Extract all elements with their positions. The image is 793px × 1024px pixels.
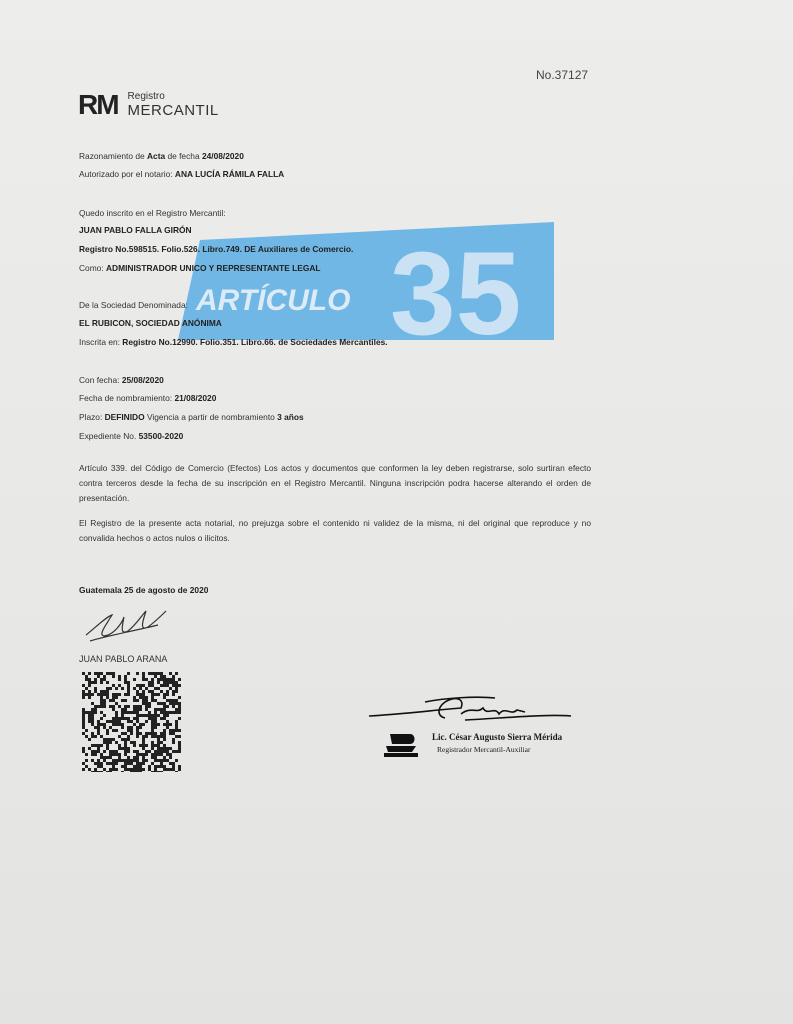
registrar-title: Registrador Mercantil-Auxiliar — [437, 745, 531, 754]
articulo-35-watermark — [178, 222, 554, 342]
registro-mercantil-logo — [78, 90, 219, 120]
con-fecha-label: Con fecha: — [79, 375, 122, 385]
expediente-line — [79, 431, 183, 441]
signature-right — [365, 692, 575, 732]
watermark-number: 35 — [390, 228, 522, 342]
document-number: No.37127 — [536, 68, 589, 82]
inscrito-name — [79, 225, 192, 235]
como-label: Como: — [79, 263, 106, 273]
signer-left-name: JUAN PABLO ARANA — [79, 654, 168, 664]
con-fecha-value: 25/08/2020 — [121, 375, 164, 385]
inscrito-registro-text: Registro No.598515. Folio.526. Libro.749. DE Auxiliares de Comercio. — [79, 244, 354, 254]
sociedad-name-text: EL RUBICON, SOCIEDAD ANÓNIMA — [79, 318, 222, 328]
expediente-value: 53500-2020 — [138, 431, 184, 441]
nombramiento-value: 21/08/2020 — [174, 393, 217, 403]
plazo-line — [79, 412, 304, 422]
autorizado-label: Autorizado por el notario: — [79, 169, 175, 179]
razonamiento-line — [79, 151, 244, 161]
razonamiento-fecha-label: de fecha — [165, 151, 202, 161]
sociedad-name — [79, 318, 222, 328]
inscrito-label: Quedo inscrito en el Registro Mercantil: — [79, 208, 226, 218]
registrar-name: Lic. César Augusto Sierra Mérida — [432, 732, 563, 742]
signature-left — [84, 605, 174, 645]
inscrita-value: Registro No.12990. Folio.351. Libro.66. de Sociedades Mercantiles. — [122, 337, 388, 347]
con-fecha-line — [79, 375, 164, 385]
watermark-word: ARTÍCULO — [196, 284, 351, 317]
articulo-paragraph: Artículo 339. del Código de Comercio (Efectos) Los actos y documentos que conformen la ley deben registrarse, solo surtiran efecto contra terceros desde la fecha de su inscripción en el Registro Mercantil. Ninguna inscripción podra hacerse alterando el orden de presentación. — [79, 463, 591, 503]
inscrita-line — [79, 337, 388, 347]
logo-big-text: MERCANTIL — [127, 102, 219, 119]
como-line — [79, 263, 321, 273]
inscrito-name-text: JUAN PABLO FALLA GIRÓN — [79, 225, 192, 235]
como-value: ADMINISTRADOR UNICO Y REPRESENTANTE LEGAL — [106, 263, 321, 273]
registro-paragraph: El Registro de la presente acta notarial, no prejuzga sobre el contenido ni validez de la misma, ni del original que reproduce y no convalida hechos o actos nulos o ilicitos. — [79, 518, 591, 543]
nombramiento-line — [79, 393, 216, 403]
place-date-text: Guatemala 25 de agosto de 2020 — [79, 585, 209, 595]
vigencia-label: Vigencia a partir de nombramiento — [144, 412, 278, 422]
autorizado-line — [79, 169, 284, 179]
plazo-value: DEFINIDO — [104, 412, 145, 422]
qr-code-pattern — [82, 672, 181, 772]
razonamiento-fecha: 24/08/2020 — [201, 151, 244, 161]
logo-text — [128, 92, 219, 118]
autorizado-value: ANA LUCÍA RÁMILA FALLA — [174, 169, 285, 179]
expediente-label: Expediente No. — [79, 431, 139, 441]
logo-mark: RM — [78, 89, 118, 120]
nombramiento-label: Fecha de nombramiento: — [79, 393, 175, 403]
logo-small-text: Registro — [127, 91, 165, 102]
qr-code — [82, 672, 181, 772]
plazo-label: Plazo: — [79, 412, 105, 422]
sociedad-label: De la Sociedad Denominada: — [79, 300, 188, 310]
inscrita-label: Inscrita en: — [79, 337, 123, 347]
razonamiento-label: Razonamiento de — [79, 151, 147, 161]
vigencia-value: 3 años — [277, 412, 304, 422]
inscrito-registro — [79, 244, 353, 254]
place-date — [79, 585, 208, 595]
registry-seal-icon — [382, 730, 420, 758]
razonamiento-acta: Acta — [146, 151, 166, 161]
